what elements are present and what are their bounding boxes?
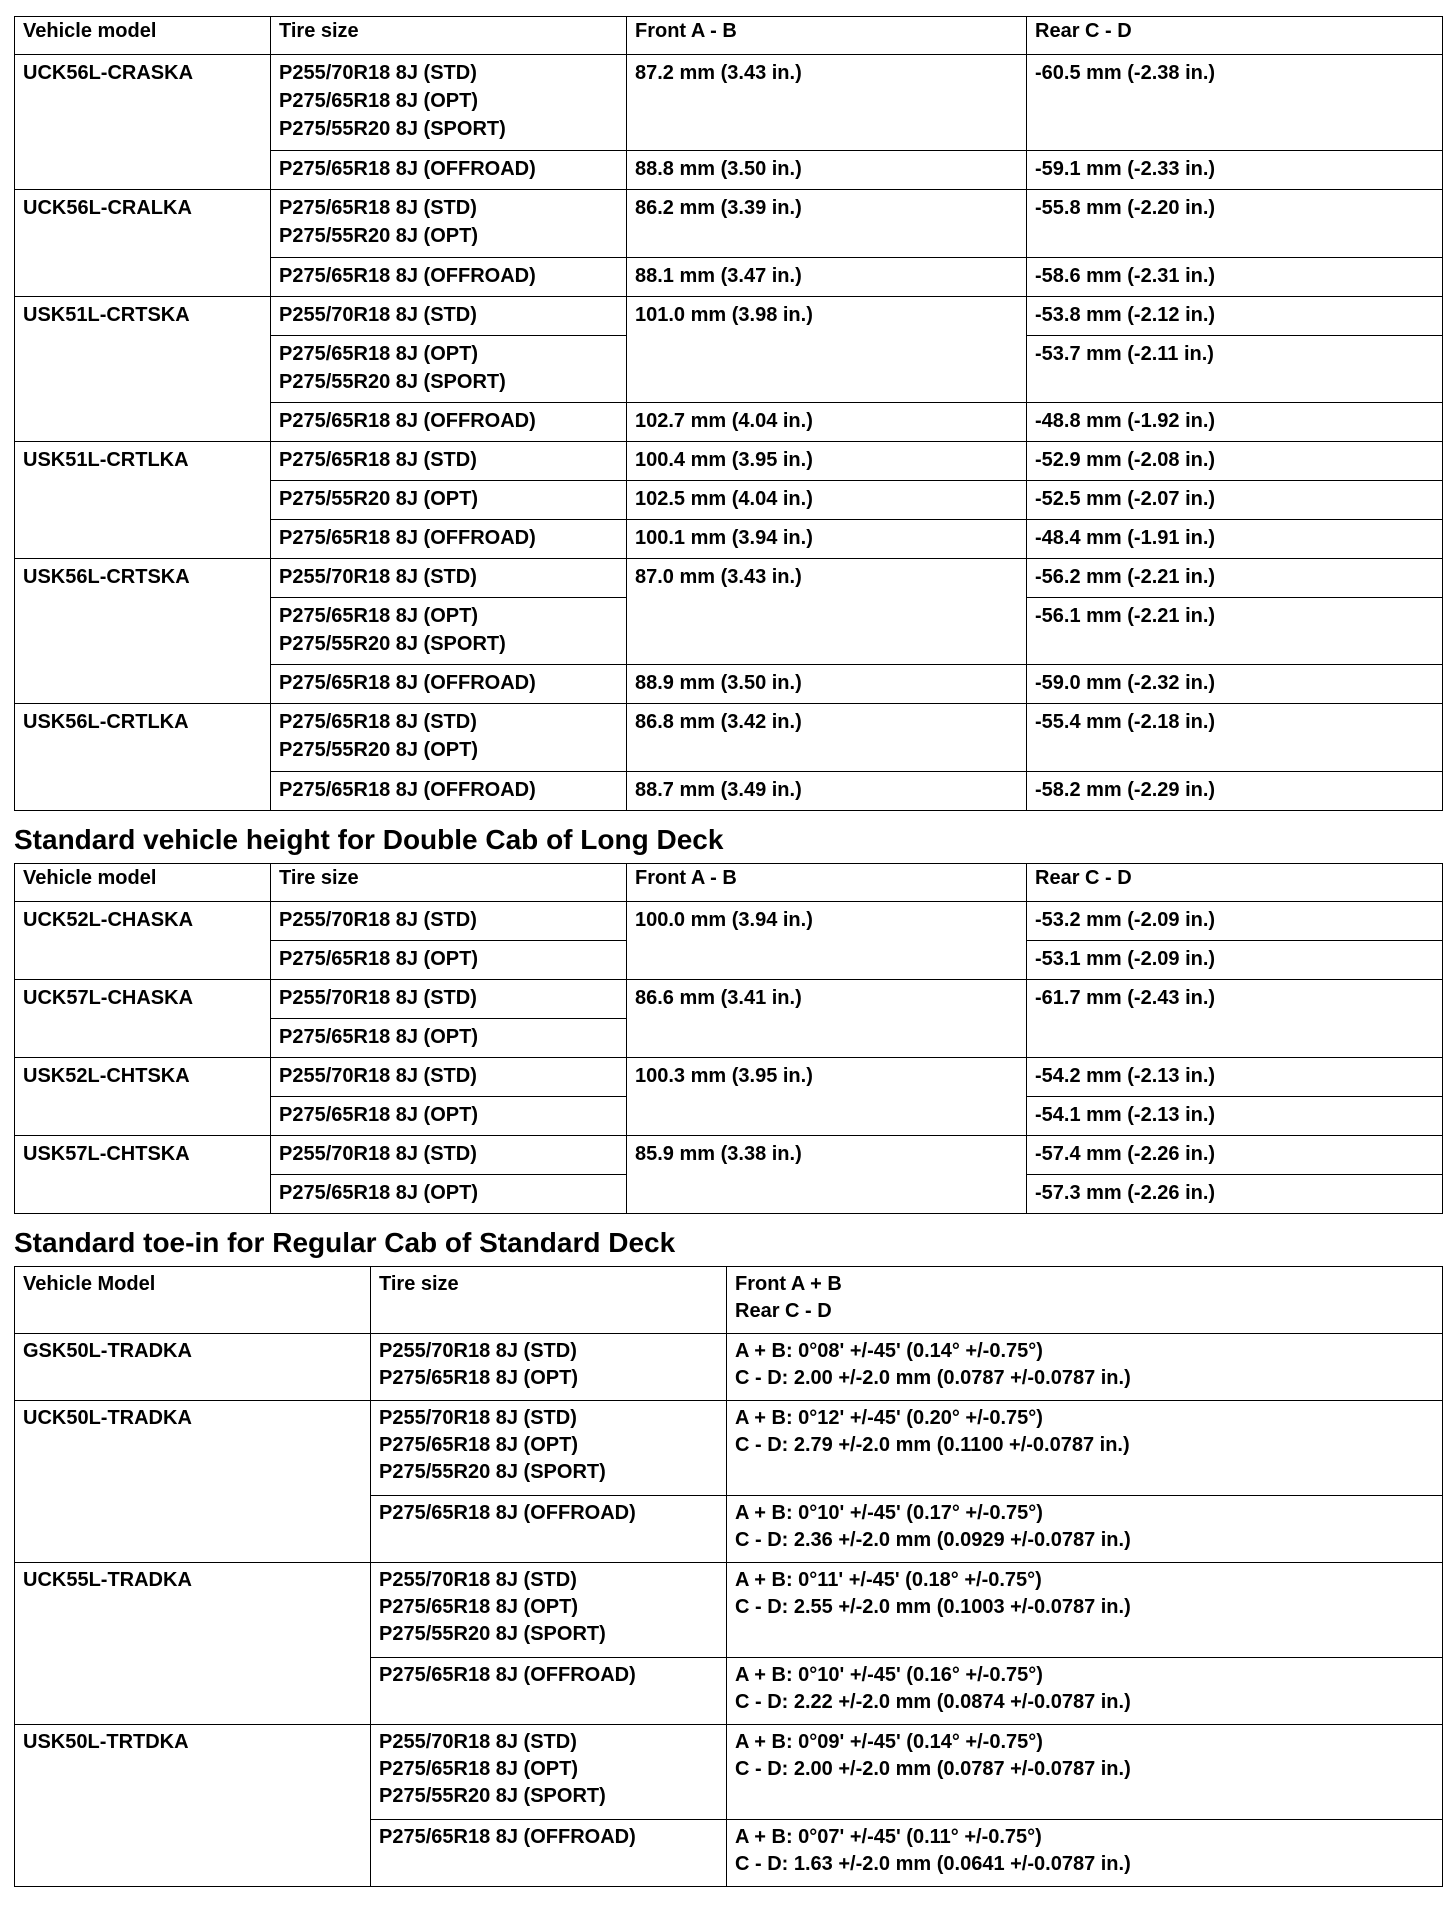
- header-spec: Front A + B Rear C - D: [727, 1267, 1443, 1334]
- vehicle-model-cell: USK56L-CRTSKA: [15, 559, 271, 704]
- rear-value-cell: -53.2 mm (-2.09 in.): [1027, 902, 1443, 941]
- rear-value-cell: -60.5 mm (-2.38 in.): [1027, 55, 1443, 151]
- vehicle-model-cell: UCK50L-TRADKA: [15, 1401, 371, 1563]
- front-value-cell: 88.1 mm (3.47 in.): [627, 258, 1027, 297]
- header-vehicle-model: Vehicle model: [15, 864, 271, 902]
- front-value-cell: 87.0 mm (3.43 in.): [627, 559, 1027, 665]
- table-row: [15, 1058, 1443, 1097]
- spec-cell: A + B: 0°09' +/-45' (0.14° +/-0.75°) C - D: 2.00 +/-2.0 mm (0.0787 +/-0.0787 in.): [727, 1725, 1443, 1820]
- table-header-row: [15, 1267, 1443, 1334]
- vehicle-height-table-1: [14, 16, 1443, 811]
- vehicle-model-cell: USK51L-CRTSKA: [15, 297, 271, 442]
- rear-value-cell: -56.1 mm (-2.21 in.): [1027, 598, 1443, 665]
- rear-value-cell: -55.4 mm (-2.18 in.): [1027, 704, 1443, 772]
- table-row: [15, 297, 1443, 336]
- front-value-cell: 88.9 mm (3.50 in.): [627, 665, 1027, 704]
- spec-cell: A + B: 0°11' +/-45' (0.18° +/-0.75°) C - D: 2.55 +/-2.0 mm (0.1003 +/-0.0787 in.): [727, 1563, 1443, 1658]
- spec-cell: A + B: 0°12' +/-45' (0.20° +/-0.75°) C - D: 2.79 +/-2.0 mm (0.1100 +/-0.0787 in.): [727, 1401, 1443, 1496]
- rear-value-cell: -53.1 mm (-2.09 in.): [1027, 941, 1443, 980]
- tire-size-cell: P275/65R18 8J (OPT): [271, 1175, 627, 1214]
- tire-size-cell: P275/65R18 8J (OFFROAD): [271, 151, 627, 190]
- front-value-cell: 85.9 mm (3.38 in.): [627, 1136, 1027, 1214]
- vehicle-model-cell: UCK56L-CRASKA: [15, 55, 271, 190]
- vehicle-model-cell: UCK55L-TRADKA: [15, 1563, 371, 1725]
- tire-size-cell: P255/70R18 8J (STD): [271, 980, 627, 1019]
- toe-in-table: [14, 1266, 1443, 1887]
- table-row: [15, 559, 1443, 598]
- front-value-cell: 100.0 mm (3.94 in.): [627, 902, 1027, 980]
- tire-size-cell: P275/55R20 8J (OPT): [271, 481, 627, 520]
- rear-value-cell: -53.7 mm (-2.11 in.): [1027, 336, 1443, 403]
- front-value-cell: 100.4 mm (3.95 in.): [627, 442, 1027, 481]
- header-front: Front A - B: [627, 864, 1027, 902]
- tire-size-cell: P275/65R18 8J (OFFROAD): [271, 772, 627, 811]
- header-tire-size: Tire size: [271, 864, 627, 902]
- front-value-cell: 87.2 mm (3.43 in.): [627, 55, 1027, 151]
- vehicle-model-cell: USK52L-CHTSKA: [15, 1058, 271, 1136]
- table-row: [15, 980, 1443, 1019]
- tire-size-cell: P275/65R18 8J (OFFROAD): [371, 1496, 727, 1563]
- header-vehicle-model: Vehicle model: [15, 17, 271, 55]
- spec-cell: A + B: 0°10' +/-45' (0.17° +/-0.75°) C - D: 2.36 +/-2.0 mm (0.0929 +/-0.0787 in.): [727, 1496, 1443, 1563]
- tire-size-cell: P255/70R18 8J (STD) P275/65R18 8J (OPT) P275/55R20 8J (SPORT): [371, 1725, 727, 1820]
- rear-value-cell: -48.8 mm (-1.92 in.): [1027, 403, 1443, 442]
- tire-size-cell: P255/70R18 8J (STD): [271, 1136, 627, 1175]
- header-rear: Rear C - D: [1027, 864, 1443, 902]
- tire-size-cell: P275/65R18 8J (STD) P275/55R20 8J (OPT): [271, 190, 627, 258]
- rear-value-cell: -58.6 mm (-2.31 in.): [1027, 258, 1443, 297]
- spec-cell: A + B: 0°08' +/-45' (0.14° +/-0.75°) C - D: 2.00 +/-2.0 mm (0.0787 +/-0.0787 in.): [727, 1334, 1443, 1401]
- tire-size-cell: P275/65R18 8J (OFFROAD): [371, 1658, 727, 1725]
- rear-value-cell: -52.9 mm (-2.08 in.): [1027, 442, 1443, 481]
- header-tire-size: Tire size: [271, 17, 627, 55]
- table-row: [15, 704, 1443, 772]
- table-row: [15, 442, 1443, 481]
- tire-size-cell: P275/65R18 8J (OPT) P275/55R20 8J (SPORT): [271, 598, 627, 665]
- vehicle-model-cell: GSK50L-TRADKA: [15, 1334, 371, 1401]
- tire-size-cell: P255/70R18 8J (STD): [271, 902, 627, 941]
- rear-value-cell: -61.7 mm (-2.43 in.): [1027, 980, 1443, 1058]
- tire-size-cell: P275/65R18 8J (OFFROAD): [271, 403, 627, 442]
- front-value-cell: 86.8 mm (3.42 in.): [627, 704, 1027, 772]
- tire-size-cell: P255/70R18 8J (STD) P275/65R18 8J (OPT) P275/55R20 8J (SPORT): [371, 1563, 727, 1658]
- tire-size-cell: P255/70R18 8J (STD) P275/65R18 8J (OPT) P275/55R20 8J (SPORT): [271, 55, 627, 151]
- tire-size-cell: P255/70R18 8J (STD) P275/65R18 8J (OPT) P275/55R20 8J (SPORT): [371, 1401, 727, 1496]
- vehicle-height-table-double-cab: [14, 863, 1443, 1214]
- tire-size-cell: P255/70R18 8J (STD) P275/65R18 8J (OPT): [371, 1334, 727, 1401]
- table-header-row: [15, 864, 1443, 902]
- front-value-cell: 88.7 mm (3.49 in.): [627, 772, 1027, 811]
- tire-size-cell: P275/65R18 8J (OPT): [271, 941, 627, 980]
- rear-value-cell: -59.0 mm (-2.32 in.): [1027, 665, 1443, 704]
- table-row: [15, 1401, 1443, 1496]
- rear-value-cell: -48.4 mm (-1.91 in.): [1027, 520, 1443, 559]
- tire-size-cell: P275/65R18 8J (OPT): [271, 1019, 627, 1058]
- tire-size-cell: P255/70R18 8J (STD): [271, 559, 627, 598]
- tire-size-cell: P275/65R18 8J (STD) P275/55R20 8J (OPT): [271, 704, 627, 772]
- front-value-cell: 100.1 mm (3.94 in.): [627, 520, 1027, 559]
- tire-size-cell: P275/65R18 8J (STD): [271, 442, 627, 481]
- vehicle-model-cell: UCK57L-CHASKA: [15, 980, 271, 1058]
- front-value-cell: 100.3 mm (3.95 in.): [627, 1058, 1027, 1136]
- rear-value-cell: -54.2 mm (-2.13 in.): [1027, 1058, 1443, 1097]
- table-row: [15, 902, 1443, 941]
- front-value-cell: 101.0 mm (3.98 in.): [627, 297, 1027, 403]
- front-value-cell: 88.8 mm (3.50 in.): [627, 151, 1027, 190]
- table-row: [15, 1136, 1443, 1175]
- rear-value-cell: -59.1 mm (-2.33 in.): [1027, 151, 1443, 190]
- rear-value-cell: -58.2 mm (-2.29 in.): [1027, 772, 1443, 811]
- rear-value-cell: -52.5 mm (-2.07 in.): [1027, 481, 1443, 520]
- tire-size-cell: P275/65R18 8J (OFFROAD): [271, 520, 627, 559]
- spec-cell: A + B: 0°10' +/-45' (0.16° +/-0.75°) C - D: 2.22 +/-2.0 mm (0.0874 +/-0.0787 in.): [727, 1658, 1443, 1725]
- table-row: [15, 1725, 1443, 1820]
- tire-size-cell: P275/65R18 8J (OFFROAD): [271, 665, 627, 704]
- vehicle-model-cell: USK56L-CRTLKA: [15, 704, 271, 811]
- vehicle-model-cell: USK50L-TRTDKA: [15, 1725, 371, 1887]
- tire-size-cell: P275/65R18 8J (OFFROAD): [271, 258, 627, 297]
- header-front: Front A - B: [627, 17, 1027, 55]
- front-value-cell: 86.6 mm (3.41 in.): [627, 980, 1027, 1058]
- tire-size-cell: P255/70R18 8J (STD): [271, 1058, 627, 1097]
- tire-size-cell: P275/65R18 8J (OPT): [271, 1097, 627, 1136]
- rear-value-cell: -55.8 mm (-2.20 in.): [1027, 190, 1443, 258]
- vehicle-model-cell: UCK56L-CRALKA: [15, 190, 271, 297]
- header-vehicle-model: Vehicle Model: [15, 1267, 371, 1334]
- section-title-double-cab: Standard vehicle height for Double Cab of Long Deck: [14, 824, 724, 855]
- table-row: [15, 1334, 1443, 1401]
- front-value-cell: 86.2 mm (3.39 in.): [627, 190, 1027, 258]
- vehicle-model-cell: UCK52L-CHASKA: [15, 902, 271, 980]
- rear-value-cell: -56.2 mm (-2.21 in.): [1027, 559, 1443, 598]
- rear-value-cell: -53.8 mm (-2.12 in.): [1027, 297, 1443, 336]
- rear-value-cell: -57.4 mm (-2.26 in.): [1027, 1136, 1443, 1175]
- section-title-toe-in: Standard toe-in for Regular Cab of Standard Deck: [14, 1227, 676, 1258]
- header-tire-size: Tire size: [371, 1267, 727, 1334]
- table-row: [15, 55, 1443, 151]
- tire-size-cell: P275/65R18 8J (OPT) P275/55R20 8J (SPORT): [271, 336, 627, 403]
- front-value-cell: 102.7 mm (4.04 in.): [627, 403, 1027, 442]
- front-value-cell: 102.5 mm (4.04 in.): [627, 481, 1027, 520]
- spec-cell: A + B: 0°07' +/-45' (0.11° +/-0.75°) C - D: 1.63 +/-2.0 mm (0.0641 +/-0.0787 in.): [727, 1820, 1443, 1887]
- tire-size-cell: P255/70R18 8J (STD): [271, 297, 627, 336]
- vehicle-model-cell: USK51L-CRTLKA: [15, 442, 271, 559]
- table-row: [15, 1563, 1443, 1658]
- table-header-row: [15, 17, 1443, 55]
- header-rear: Rear C - D: [1027, 17, 1443, 55]
- table-row: [15, 190, 1443, 258]
- vehicle-model-cell: USK57L-CHTSKA: [15, 1136, 271, 1214]
- rear-value-cell: -54.1 mm (-2.13 in.): [1027, 1097, 1443, 1136]
- tire-size-cell: P275/65R18 8J (OFFROAD): [371, 1820, 727, 1887]
- rear-value-cell: -57.3 mm (-2.26 in.): [1027, 1175, 1443, 1214]
- document-page: [14, 16, 1442, 1887]
